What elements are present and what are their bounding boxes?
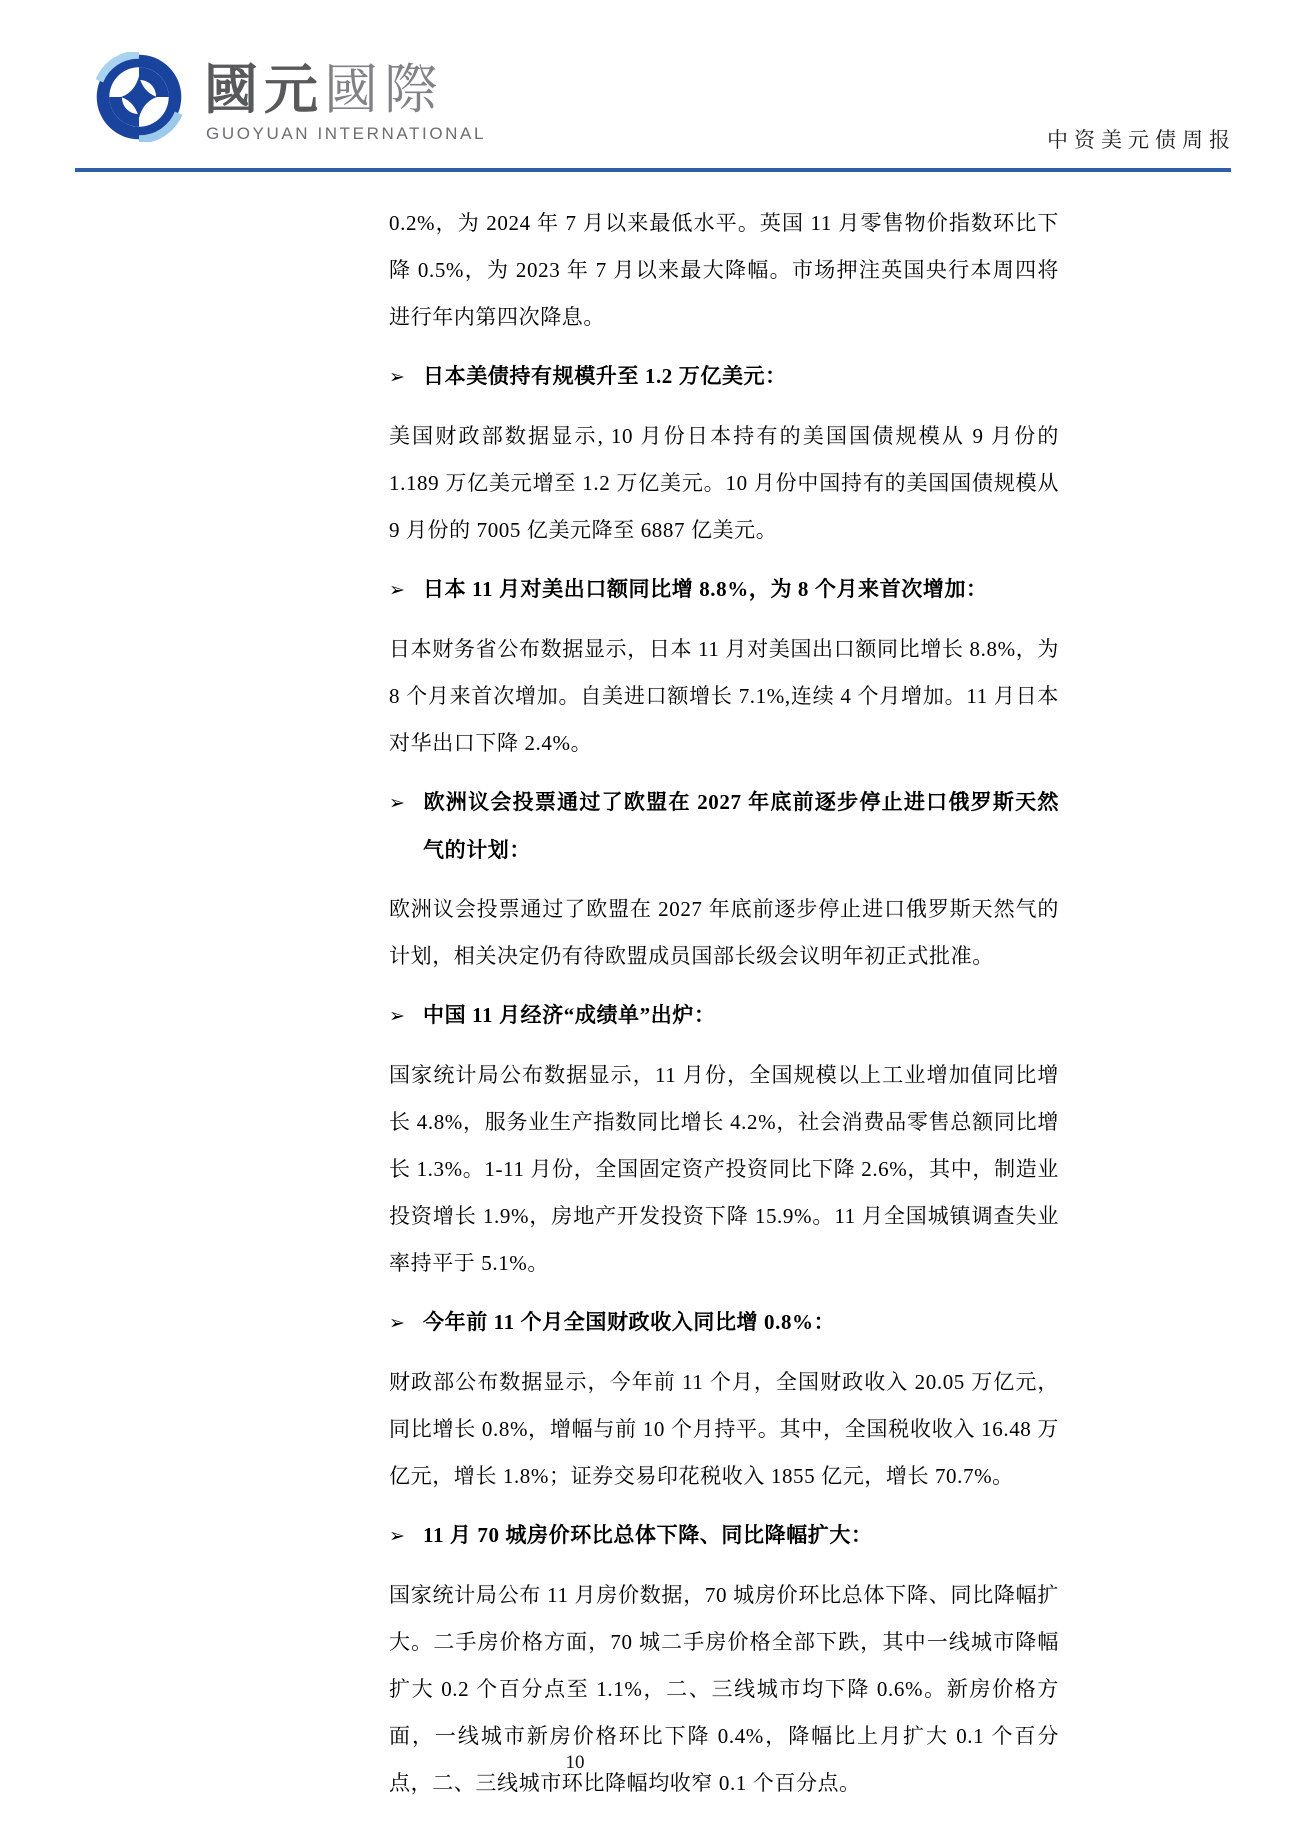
logo-chinese-name	[204, 60, 444, 120]
report-body	[389, 200, 1059, 1819]
section-paragraph: 财政部公布数据显示，今年前 11 个月，全国财政收入 20.05 万亿元，同比增长 0.8%，增幅与前 10 个月持平。其中，全国税收收入 16.48 万亿元，增长 1.8%；证券交易印花税收入 1855 亿元，增长 70.7%。	[389, 1370, 1059, 1488]
section-heading	[389, 992, 1059, 1040]
guoyuan-logo-icon	[94, 52, 184, 142]
page-number: 10	[565, 1752, 585, 1773]
section-heading	[389, 1299, 1059, 1347]
section-heading-text: 11 月 70 城房价环比总体下降、同比降幅扩大：	[423, 1523, 873, 1547]
section-heading-text: 今年前 11 个月全国财政收入同比增 0.8%：	[423, 1310, 836, 1334]
section-heading	[389, 353, 1059, 401]
header-divider	[75, 168, 1231, 172]
section-paragraph: 国家统计局公布数据显示，11 月份，全国规模以上工业增加值同比增长 4.8%，服务业生产指数同比增长 4.2%，社会消费品零售总额同比增长 1.3%。1-11 月份，全国固定资产投资同比下降 2.6%，其中，制造业投资增长 1.9%，房地产开发投资下降 15.9%。11 月全国城镇调查失业率持平于 5.1%。	[389, 1063, 1059, 1275]
logo-zh-primary: 國元	[204, 60, 324, 120]
logo-zh-secondary: 國際	[324, 60, 444, 120]
bullet-arrow-icon: ➢	[389, 1005, 406, 1027]
section-paragraph: 日本财务省公布数据显示，日本 11 月对美国出口额同比增长 8.8%，为 8 个月来首次增加。自美进口额增长 7.1%,连续 4 个月增加。11 月日本对华出口下降 2.4%。	[389, 637, 1059, 755]
bullet-arrow-icon: ➢	[389, 792, 406, 814]
section-heading-text: 日本 11 月对美出口额同比增 8.8%，为 8 个月来首次增加：	[423, 577, 988, 601]
section-heading	[389, 566, 1059, 614]
section-heading-text: 中国 11 月经济“成绩单”出炉：	[423, 1003, 716, 1027]
bullet-arrow-icon: ➢	[389, 1312, 406, 1334]
section-paragraph: 美国财政部数据显示, 10 月份日本持有的美国国债规模从 9 月份的 1.189 万亿美元增至 1.2 万亿美元。10 月份中国持有的美国国债规模从 9 月份的 7005 亿美元降至 6887 亿美元。	[389, 424, 1059, 542]
section-paragraph: 国家统计局公布 11 月房价数据，70 城房价环比总体下降、同比降幅扩大。二手房价格方面，70 城二手房价格全部下跌，其中一线城市降幅扩大 0.2 个百分点至 1.1%，二、三线城市均下降 0.6%。新房价格方面，一线城市新房价格环比下降 0.4%，降幅比上月扩大 0.1 个百分点，二、三线城市环比降幅均收窄 0.1 个百分点。	[389, 1583, 1059, 1795]
bullet-arrow-icon: ➢	[389, 366, 406, 388]
bullet-arrow-icon: ➢	[389, 579, 406, 601]
section-heading	[389, 1512, 1059, 1560]
section-heading-text: 日本美债持有规模升至 1.2 万亿美元：	[423, 364, 787, 388]
report-title-label: 中资美元债周报	[1047, 128, 1236, 152]
section-paragraph: 0.2%，为 2024 年 7 月以来最低水平。英国 11 月零售物价指数环比下降 0.5%，为 2023 年 7 月以来最大降幅。市场押注英国央行本周四将进行年内第四次降息。	[389, 211, 1059, 329]
logo-english-name: GUOYUAN INTERNATIONAL	[206, 124, 487, 143]
section-heading-text: 欧洲议会投票通过了欧盟在 2027 年底前逐步停止进口俄罗斯天然气的计划：	[423, 790, 1059, 862]
section-paragraph: 欧洲议会投票通过了欧盟在 2027 年底前逐步停止进口俄罗斯天然气的计划，相关决定仍有待欧盟成员国部长级会议明年初正式批准。	[389, 897, 1059, 968]
bullet-arrow-icon: ➢	[389, 1525, 406, 1547]
section-heading	[389, 779, 1059, 874]
